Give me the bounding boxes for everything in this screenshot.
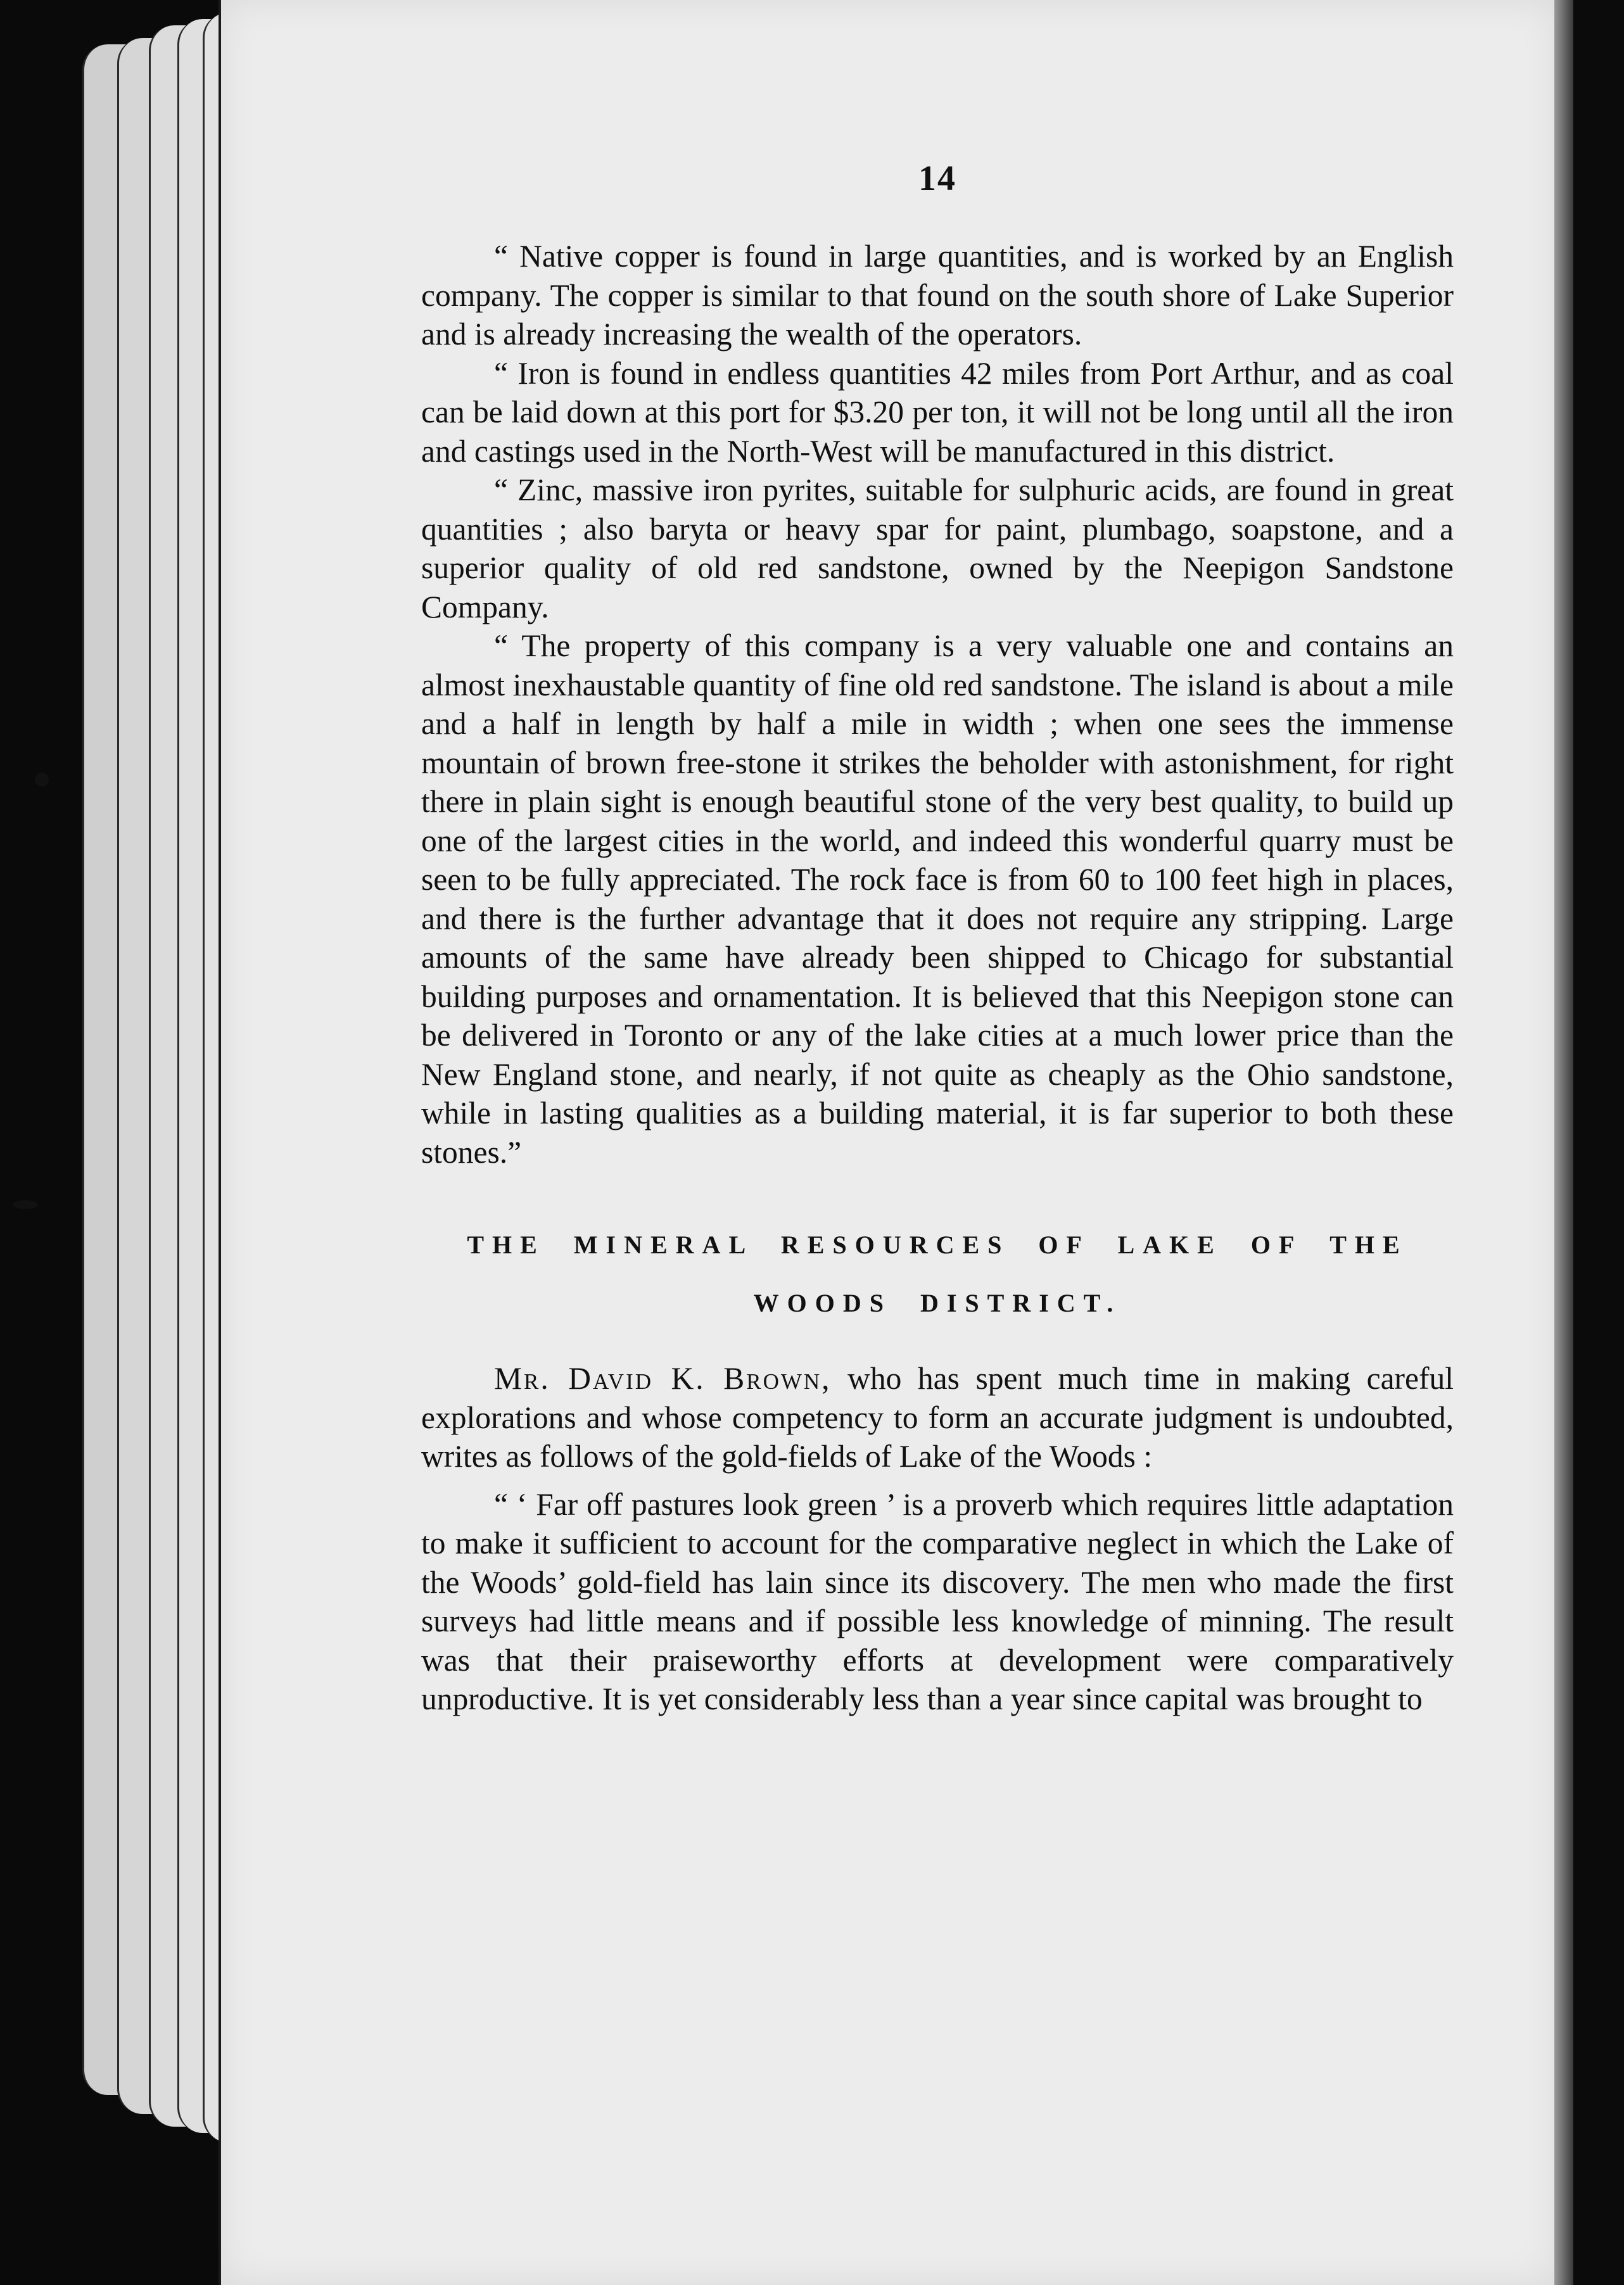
paragraph-zinc: “ Zinc, massive iron pyrites, suitable for sulphuric acids, are found in great quantities ; also baryta or heavy spar for paint, plumbago, soapstone, and a superior quality of old red sandstone, owned by the Neepigon Sandstone Company. bbox=[421, 472, 1454, 624]
page-content bbox=[421, 158, 1454, 1719]
page-number: 14 bbox=[918, 159, 956, 198]
ink-blot bbox=[35, 773, 49, 787]
author-intro-text: who has spent much time in making careful explorations and whose competency to form an accurate judgment is undoubted, writes as follows of the gold-fields of Lake of the Woods : bbox=[421, 1361, 1454, 1474]
section-heading bbox=[421, 1216, 1454, 1332]
paragraph-quote: “ ‘ Far off pastures look green ’ is a proverb which requires little adaptation to make it sufficient to account for the comparative neglect in which the Lake of the Woods’ gold-field has lain since its discovery. The men who made the first surveys had little means and if possible less knowledge of minning. The result was that their praiseworthy efforts at development were comparatively unproductive. It is yet considerably less than a year since capital was brought to bbox=[421, 1486, 1454, 1716]
ink-blot bbox=[13, 1200, 38, 1209]
page-fold bbox=[1554, 0, 1573, 2285]
paragraph-iron: “ Iron is found in endless quantities 42 miles from Port Arthur, and as coal can be laid down at this port for $3.20 per ton, it will not be long until all the iron and castings used in the North-West will be manufactured in this district. bbox=[421, 355, 1454, 469]
section-heading-line-1: THE MINERAL RESOURCES OF LAKE OF THE bbox=[467, 1231, 1408, 1259]
paragraph-neepigon-property: “ The property of this company is a very valuable one and contains an almost inexhaustable quantity of fine old red sandstone. The island is about a mile and a half in length by half a mile in width ; when one sees the immense mountain of brown free-stone it strikes the beholder with astonishment, for right there in plain sight is enough beautiful stone of the very best quality, to build up one of the largest cities in the world, and indeed this wonderful quarry must be seen to be fully appreciated. The rock face is from 60 to 100 feet high in places, and there is the further advantage that it does not require any stripping. Large amounts of the same have already been shipped to Chicago for substantial building purposes and ornamentation. It is believed that this Neepigon stone can be delivered in Toronto or any of the lake cities at a much lower price than the New England stone, and nearly, if not quite as cheaply as the Ohio sandstone, while in lasting qualities as a building material, it is far superior to both these stones.” bbox=[421, 628, 1454, 1170]
section-heading-line-2: WOODS DISTRICT. bbox=[753, 1289, 1122, 1317]
binding-gutter bbox=[1554, 0, 1624, 2285]
paragraph-native-copper: “ Native copper is found in large quantities, and is worked by an English company. The copper is similar to that found on the south shore of Lake Superior and is already increasing the wealth of the operators. bbox=[421, 239, 1454, 351]
paragraph-author-intro bbox=[421, 1359, 1454, 1476]
author-name: Mr. David K. Brown, bbox=[494, 1361, 832, 1396]
